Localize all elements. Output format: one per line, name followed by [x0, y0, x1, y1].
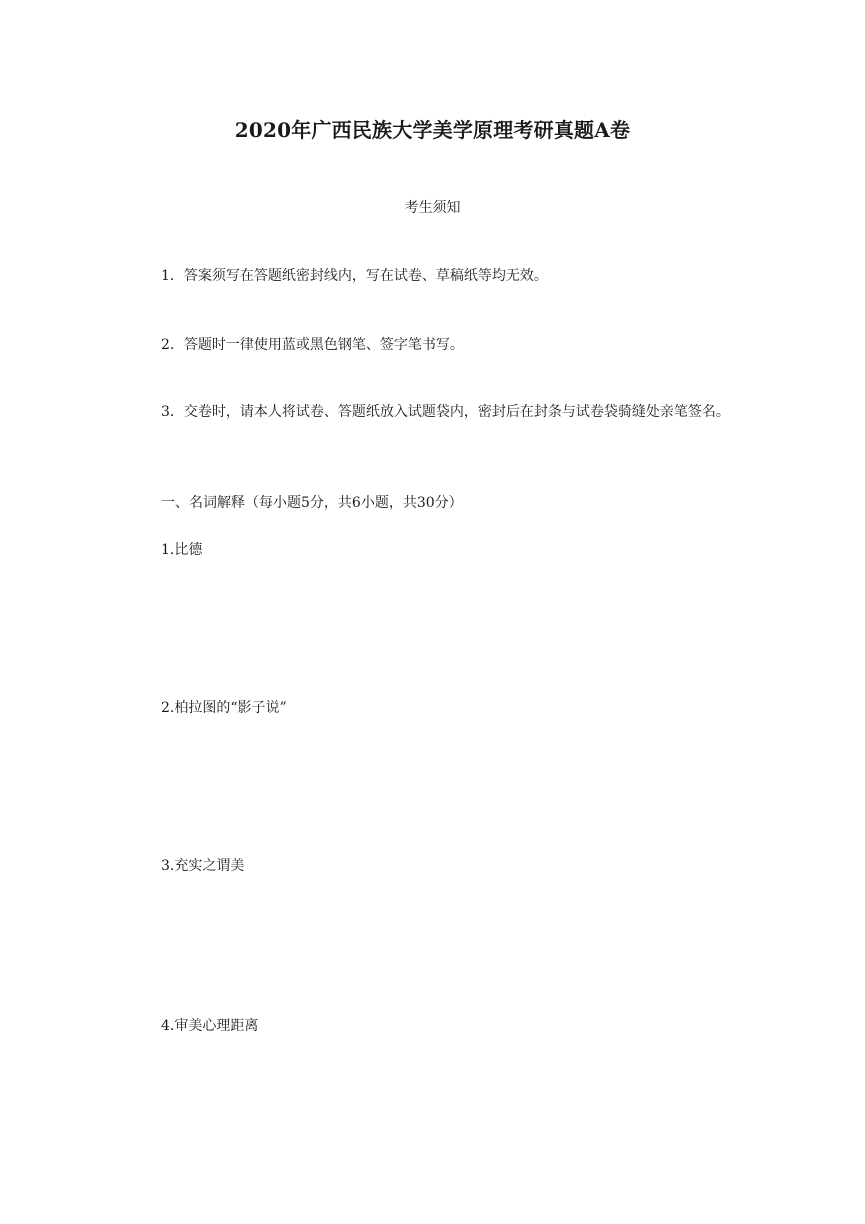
page-title: 2020年广西民族大学美学原理考研真题A卷	[234, 118, 631, 142]
question-1: 1.比德	[161, 542, 203, 558]
question-3: 3.充实之谓美	[161, 858, 245, 874]
notice-heading: 考生须知	[404, 200, 461, 216]
section-heading: 一、名词解释（每小题5分，共6小题，共30分）	[161, 495, 463, 511]
notice-item-2: 2．答题时一律使用蓝或黑色钢笔、签字笔书写。	[161, 337, 464, 353]
notice-item-1: 1．答案须写在答题纸密封线内，写在试卷、草稿纸等均无效。	[161, 268, 548, 284]
question-4: 4.审美心理距离	[161, 1018, 259, 1034]
question-2: 2.柏拉图的“影子说”	[161, 700, 287, 716]
notice-item-3: 3．交卷时，请本人将试卷、答题纸放入试题袋内，密封后在封条与试卷袋骑缝处亲笔签名。	[161, 404, 730, 420]
